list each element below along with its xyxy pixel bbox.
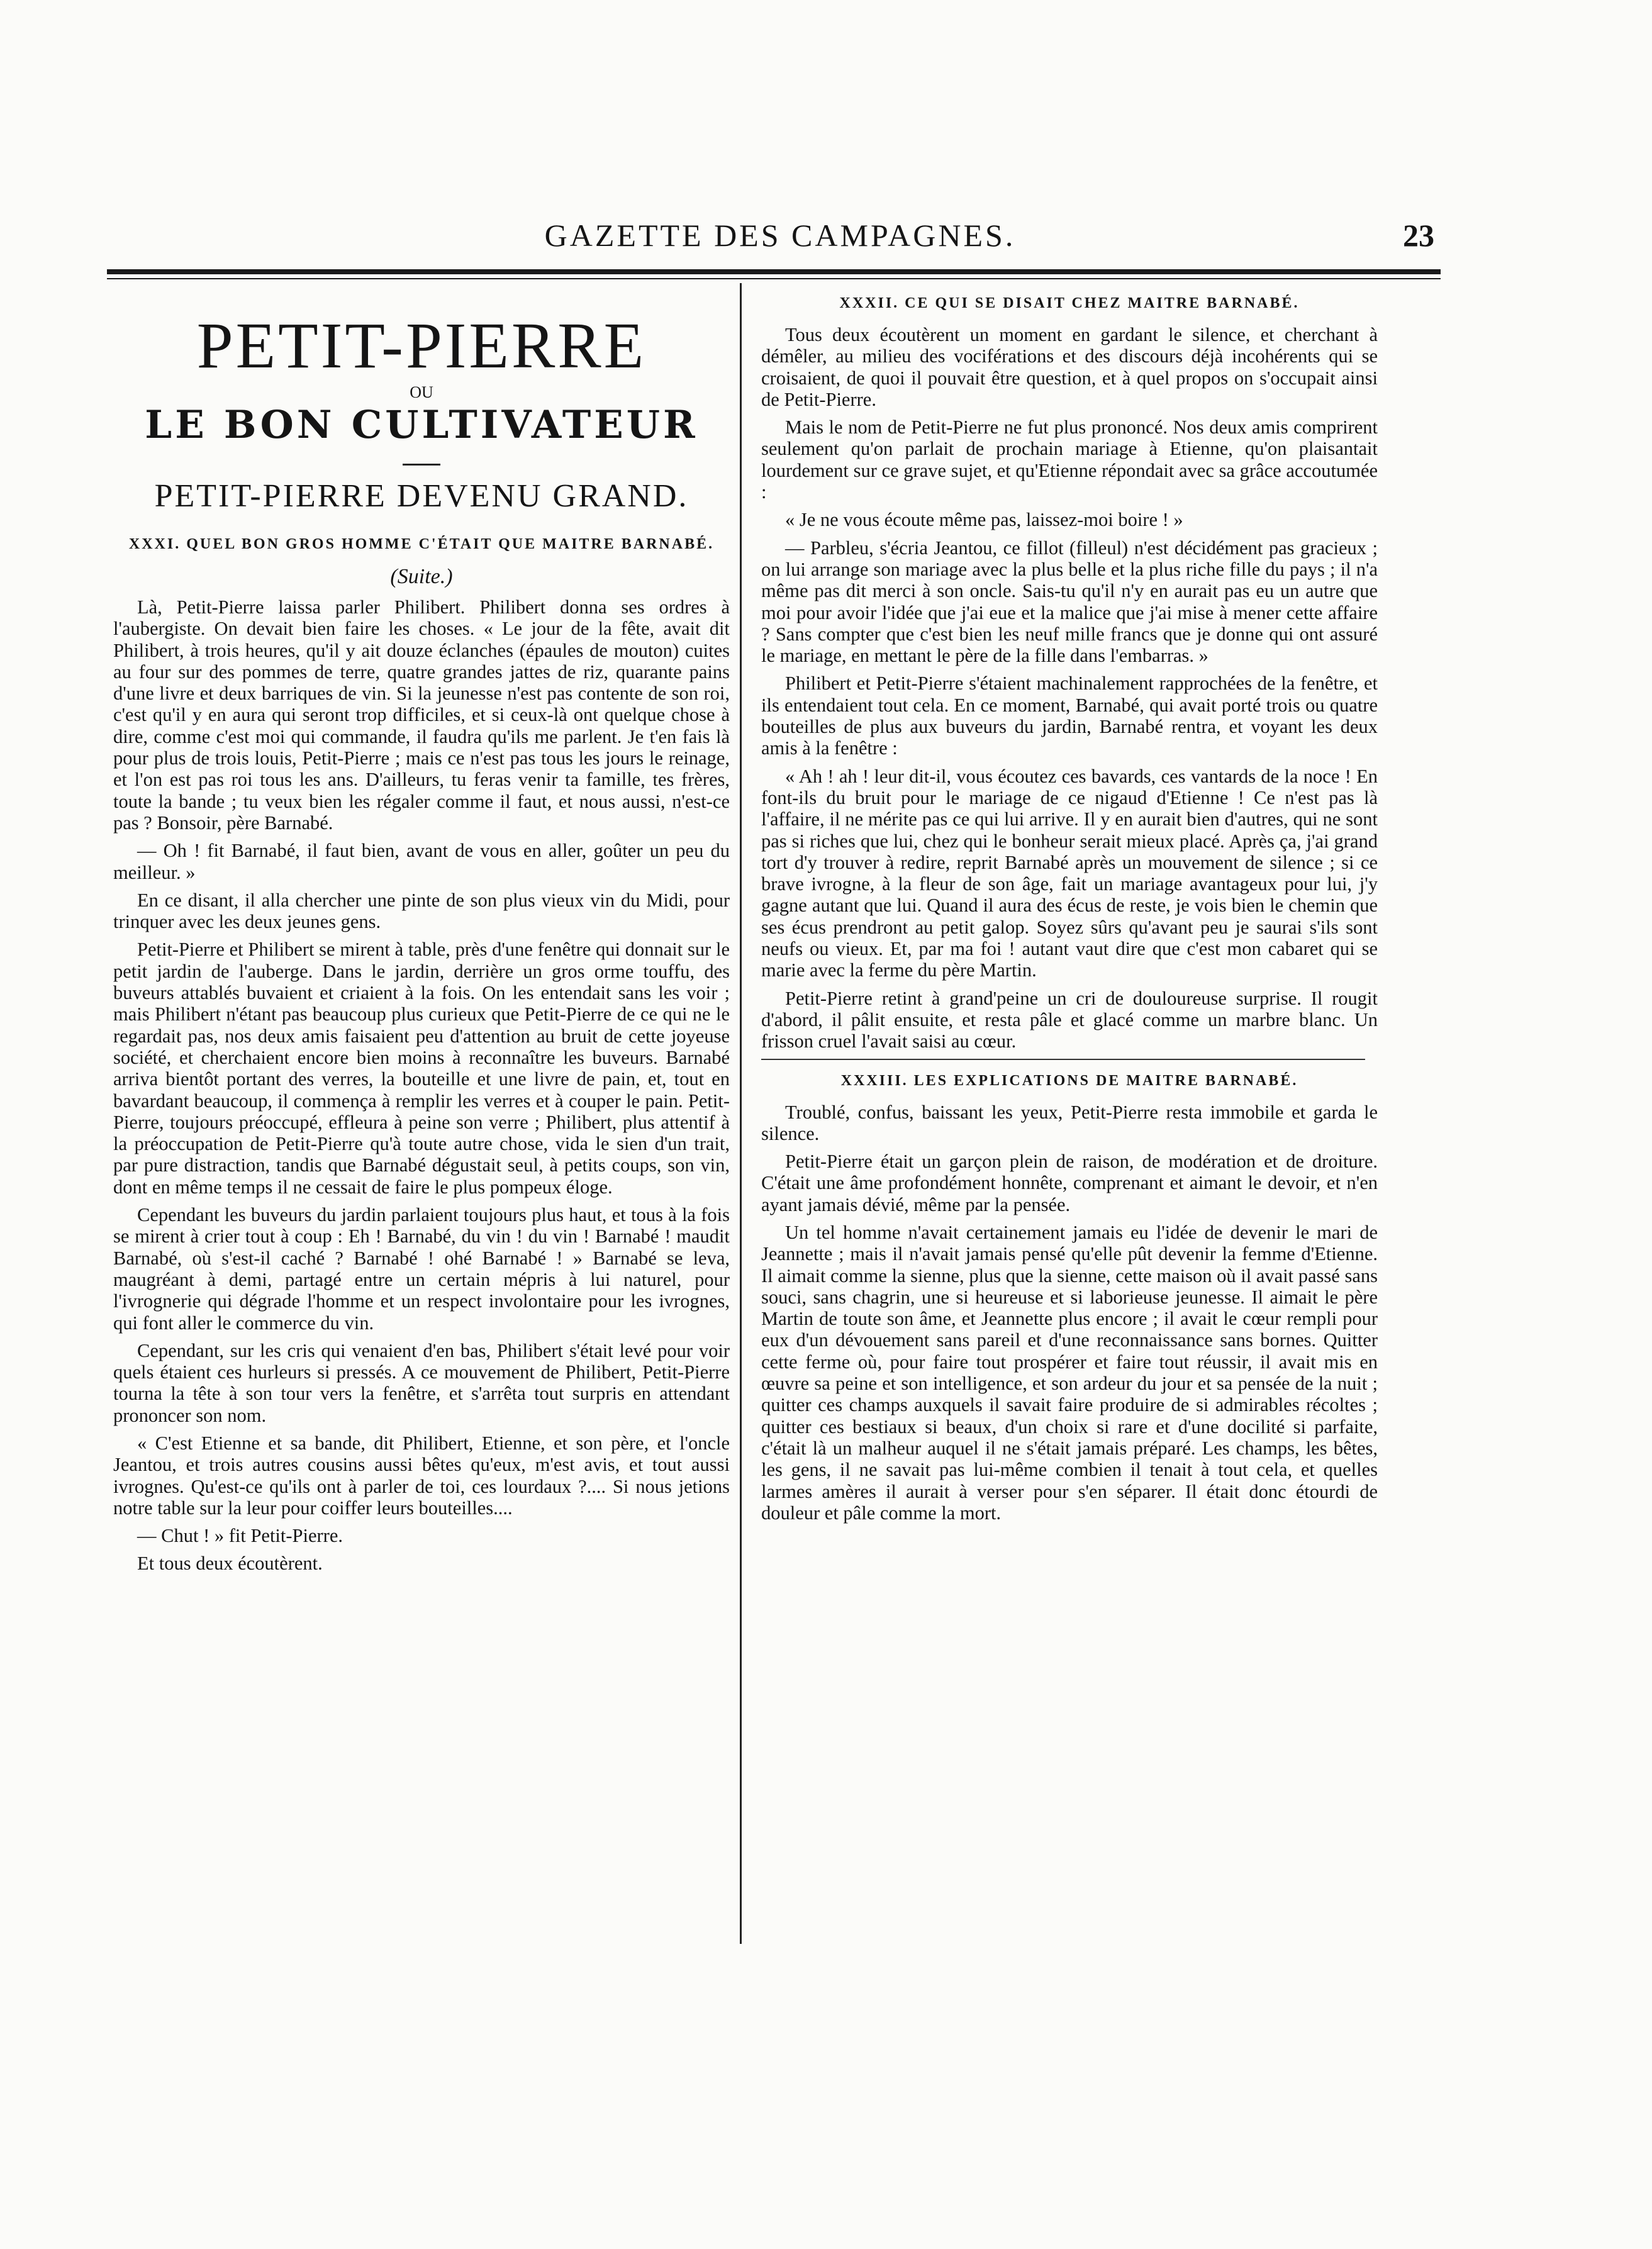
paragraph: Petit-Pierre et Philibert se mirent à table, près d'une fenêtre qui donnait sur le petit jardin de l'auberge. Dans le jardin, derrière un gros orme touffu, des buveurs attablés buvaient et criaient à la fois. On les entendait sans les voir ; mais Philibert n'étant pas beaucoup plus curieux que Petit-Pierre de ce qui ne le regardait pas, nos deux amis faisaient peu d'attention au bruit de cette joyeuse société, et cherchaient encore bien moins à reconnaître les buveurs. Barnabé arriva bientôt portant des verres, la bouteille et une livre de pain, et, tout en bavardant beaucoup, il commença à remplir les verres et à couper le pain. Petit-Pierre, toujours préoccupé, effleura à peine son verre ; Philibert, plus attentif à la préoccupation de Petit-Pierre qu'à toute autre chose, vida le sien d'un trait, par pure distraction, tandis que Barnabé dégustait seul, à petits coups, son vin, dont en même temps il ne cessait de faire le plus pompeux éloge. [113, 939, 730, 1198]
paragraph: Là, Petit-Pierre laissa parler Philibert. Philibert donna ses ordres à l'aubergiste. On devait bien faire les choses. « Le jour de la fête, avait dit Philibert, à trois heures, qu'il y ait douze éclanches (épaules de mouton) cuites au four sur des pommes de terre, quatre grandes jattes de riz, quarante pains d'une livre et deux barriques de vin. Si la jeunesse n'est pas contente de son roi, c'est qu'il y en aura qui seront trop difficiles, et si ceux-là ont quelque chose à dire, comme c'est moi qui commande, il faudra qu'ils me parlent. Je t'en fais là pour plus de trois louis, Petit-Pierre ; mais ce n'est pas tous les jours le reinage, et l'on est pas roi tous les ans. D'ailleurs, tu feras venir ta famille, tes frères, toute la bande ; tu veux bien les régaler comme il faut, et nous aussi, n'est-ce pas ? Bonsoir, père Barnabé. [113, 596, 730, 834]
chapter-31-title: XXXI. QUEL BON GROS HOMME C'ÉTAIT QUE MAITRE BARNABÉ. [128, 536, 715, 552]
article-conjunction: OU [410, 383, 433, 401]
section-divider [761, 1059, 1365, 1060]
paragraph: Philibert et Petit-Pierre s'étaient machinalement rapprochées de la fenêtre, et ils entendaient tout cela. En ce moment, Barnabé, qui avait porté trois ou quatre bouteilles de plus aux buveurs du jardin, Barnabé rentra, et voyant les deux amis à la fenêtre : [761, 672, 1378, 759]
header-rule-thin [107, 278, 1441, 279]
paragraph: « C'est Etienne et sa bande, dit Philibert, Etienne, et son père, et l'oncle Jeantou, et trois autres cousins aussi bêtes qu'eux, m'est avis, et tout aussi ivrognes. Qu'est-ce qu'ils ont à parler de toi, ces lourdaux ?.... Si nous jetions notre table sur la leur pour coiffer leurs bouteilles.... [113, 1432, 730, 1519]
page-header [113, 211, 1434, 261]
paragraph: Mais le nom de Petit-Pierre ne fut plus prononcé. Nos deux amis comprirent seulement qu'on parlait de prochain mariage à Etienne, qu'on plaisantait lourdement sur ce grave sujet, et qu'Etienne répondait avec sa grâce accoutumée : [761, 416, 1378, 503]
paragraph: Cependant les buveurs du jardin parlaient toujours plus haut, et tous à la fois se mirent à crier tout à coup : Eh ! Barnabé, du vin ! du vin ! Barnabé ! maudit Barnabé, où s'est-il caché ? Barnabé ! ohé Barnabé ! » Barnabé se leva, maugréant à demi, partagé entre un certain mépris à lui naturel, pour l'ivrognerie qui dégrade l'homme et un respect involontaire pour les ivrognes, qui font aller le commerce du vin. [113, 1204, 730, 1334]
paragraph: Tous deux écoutèrent un moment en gardant le silence, et cherchant à démêler, au milieu des vociférations et des discours déjà incohérents qui se croisaient, de quoi il pouvait être question, et à quel propos on s'occupait ainsi de Petit-Pierre. [761, 324, 1378, 410]
header-rule-thick [107, 269, 1441, 274]
title-divider [403, 464, 440, 466]
right-column [761, 293, 1378, 1530]
paragraph: Et tous deux écoutèrent. [137, 1553, 323, 1575]
column-divider [740, 283, 742, 1944]
paragraph: Petit-Pierre retint à grand'peine un cri de douloureuse surprise. Il rougit d'abord, il pâlit ensuite, et resta pâle et glacé comme un marbre blanc. Un frisson cruel l'avait saisi au cœur. [761, 987, 1378, 1052]
article-subtitle: LE BON CULTIVATEUR [145, 403, 698, 447]
paragraph: « Ah ! ah ! leur dit-il, vous écoutez ces bavards, ces vantards de la noce ! En font-ils du bruit pour le mariage de ce nigaud d'Etienne ! Ce n'est pas là l'affaire, il ne mérite pas ce qui lui arrive. Il y en aurait bien d'autres, qui ne sont pas si riches que lui, chez qui le bonheur serait mieux placé. Après ça, j'ai grand tort d'y trouver à redire, reprit Barnabé après un mouvement de silence ; si ce brave ivrogne, à la fleur de son âge, fait un mariage avantageux pour lui, j'y gagne autant que lui. Quand il aura des écus de reste, je vois bien le chemin que ses écus prendront au petit galop. Soyez sûrs qu'avant peu je saurai s'ils sont neufs ou vieux. Et, par ma foi ! autant vaut dire que c'est mon cabaret qui se marie avec la ferme du père Martin. [761, 765, 1378, 981]
paragraph: Petit-Pierre était un garçon plein de raison, de modération et de droiture. C'était une âme profondément honnête, comprenant et aimant le devoir, et n'en ayant jamais dévié, même par la pensée. [761, 1151, 1378, 1215]
paragraph: Troublé, confus, baissant les yeux, Petit-Pierre resta immobile et garda le silence. [761, 1101, 1378, 1144]
part-title: PETIT-PIERRE DEVENU GRAND. [154, 478, 689, 514]
paragraph: Un tel homme n'avait certainement jamais eu l'idée de devenir le mari de Jeannette ; mais il n'avait jamais pensé qu'elle pût devenir la femme d'Etienne. Il aimait comme la sienne, plus que la sienne, cette maison où il avait passé sans souci, sans chagrin, une si heureuse et si laborieuse jeunesse. Il aimait le père Martin de toute son âme, et Jeannette plus encore ; il avait le cœur rempli pour eux d'un dévouement sans pareil et d'une reconnaissance sans bornes. Quitter cette ferme où, pour faire tout prospérer et faire tout réussir, il avait mis en œuvre sa peine et son intelligence, et son ardeur du jour et sa pensée de la nuit ; quitter ces champs auxquels il savait faire produire de si admirables récoltes ; quitter ces bestiaux si beaux, d'un choix si rare et d'une docilité si parfaite, c'était là un malheur auquel il ne s'était jamais préparé. Les champs, les bêtes, les gens, il ne savait pas lui-même combien il tenait à tout cela, et quelles larmes amères il aurait à verser pour s'en séparer. Il était donc étourdi de douleur et pâle comme la mort. [761, 1221, 1378, 1524]
paragraph: En ce disant, il alla chercher une pinte de son plus vieux vin du Midi, pour trinquer avec les deux jeunes gens. [113, 889, 730, 933]
paragraph: — Parbleu, s'écria Jeantou, ce fillot (filleul) n'est décidément pas gracieux ; on lui arrange son mariage avec la plus belle et la plus riche fille du pays ; il n'a même pas dit merci à son oncle. Sais-tu qu'il n'y en aurait pas eu un autre que moi pour avoir l'idée que j'ai eue et la malice que j'ai mise à mener cette affaire ? Sans compter que c'est bien les neuf mille francs que je donne qui ont assuré le mariage, en mettant le père de la fille dans l'embarras. » [761, 537, 1378, 667]
suite-label: (Suite.) [390, 565, 453, 588]
chapter-32-title: XXXII. CE QUI SE DISAIT CHEZ MAITRE BARNABÉ. [839, 295, 1300, 311]
paragraph: Cependant, sur les cris qui venaient d'en bas, Philibert s'était levé pour voir quels étaient ces hurleurs si pressés. A ce mouvement de Philibert, Petit-Pierre tourna la tête à son tour vers la fenêtre, et s'arrêta tout surpris en attendant prononcer son nom. [113, 1339, 730, 1426]
paragraph: — Chut ! » fit Petit-Pierre. [137, 1525, 343, 1547]
paragraph: — Oh ! fit Barnabé, il faut bien, avant de vous en aller, goûter un peu du meilleur. » [113, 840, 730, 883]
journal-title: GAZETTE DES CAMPAGNES. [544, 218, 1016, 253]
chapter-33-title: XXXIII. LES EXPLICATIONS DE MAITRE BARNABÉ. [840, 1072, 1298, 1089]
left-column [113, 293, 730, 1581]
paragraph: « Je ne vous écoute même pas, laissez-moi boire ! » [785, 509, 1183, 531]
page-number: 23 [1403, 218, 1434, 253]
article-title: PETIT-PIERRE [196, 310, 647, 382]
